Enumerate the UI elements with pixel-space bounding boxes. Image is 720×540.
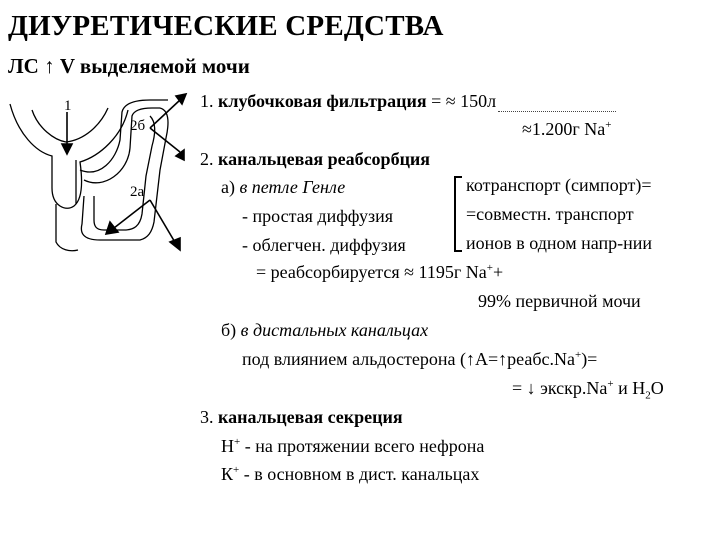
item3-number: 3. [200, 407, 214, 427]
simple-diffusion: - простая диффузия [242, 206, 394, 226]
item2-number: 2. [200, 149, 214, 169]
page-subtitle: ЛС ↑ V выделяемой мочи [8, 54, 250, 78]
item2-b-label: в дистальных канальцах [240, 320, 429, 340]
superscript-plus: + [607, 378, 614, 390]
cotransport-note-2: =совместн. транспорт [466, 204, 634, 224]
excretion-text: = ↓ экскр.Na [512, 378, 608, 398]
item2-b-line [221, 319, 428, 341]
potassium-secretion [221, 463, 479, 485]
item1-rate: = ≈ 150л [426, 91, 497, 111]
capsule-outer [10, 104, 128, 208]
item2-line [200, 148, 430, 170]
item1-sodium [522, 118, 611, 140]
aldosterone-line [242, 348, 597, 370]
dotted-leader [498, 95, 616, 112]
item3-name: канальцевая секреция [218, 407, 403, 427]
percent-primary-urine: 99% первичной мочи [478, 291, 641, 311]
potassium-ion: К [221, 464, 234, 484]
item2-a-label: в петле Генле [239, 177, 346, 197]
aldosterone-text: под влиянием альдостерона (↑А=↑реабс.Na [242, 349, 575, 369]
item2-name: канальцевая реабсорбция [218, 149, 431, 169]
diagram-label-1: 1 [64, 98, 72, 114]
aldosterone-end: )= [581, 349, 598, 369]
potassium-text: - в основном в дист. канальцах [239, 464, 480, 484]
item2-a-line [221, 176, 345, 198]
item2-b-prefix: б) [221, 320, 241, 340]
excretion-mid: и Н [613, 378, 646, 398]
superscript-plus: + [605, 119, 612, 131]
facilitated-diffusion: - облегчен. диффузия [242, 235, 406, 255]
cotransport-note-3: ионов в одном напр-нии [466, 233, 652, 253]
superscript-plus: + [233, 464, 240, 476]
cotransport-note-1: котранспорт (симпорт)= [466, 175, 652, 195]
superscript-plus: + [486, 262, 493, 274]
hydrogen-secretion [221, 435, 484, 457]
item2-a-prefix: а) [221, 177, 240, 197]
item1-name: клубочковая фильтрация [218, 91, 427, 111]
excretion-end: О [650, 378, 664, 398]
item3-line [200, 406, 403, 428]
hydrogen-text: - на протяжении всего нефрона [240, 436, 485, 456]
reabsorption-plus: + [492, 262, 504, 282]
excretion-line [512, 377, 664, 402]
bracket [454, 176, 462, 252]
reabsorption-line [256, 261, 503, 283]
item1-sodium-value: ≈1.200г Na [522, 119, 606, 139]
item1-line [200, 90, 616, 112]
hydrogen-ion: Н [221, 436, 234, 456]
page-title: ДИУРЕТИЧЕСКИЕ СРЕДСТВА [8, 10, 444, 42]
diagram-label-2b: 2б [130, 118, 146, 134]
superscript-plus: + [234, 436, 241, 448]
collecting-duct [56, 204, 78, 251]
item1-number: 1. [200, 91, 214, 111]
excretion-subscript: 2 [645, 389, 651, 402]
superscript-plus: + [574, 349, 582, 361]
diagram-label-2a: 2а [130, 184, 145, 200]
tubule-right-inner [94, 116, 155, 230]
reabsorption-text: = реабсорбируется ≈ 1195г Na [256, 262, 487, 282]
